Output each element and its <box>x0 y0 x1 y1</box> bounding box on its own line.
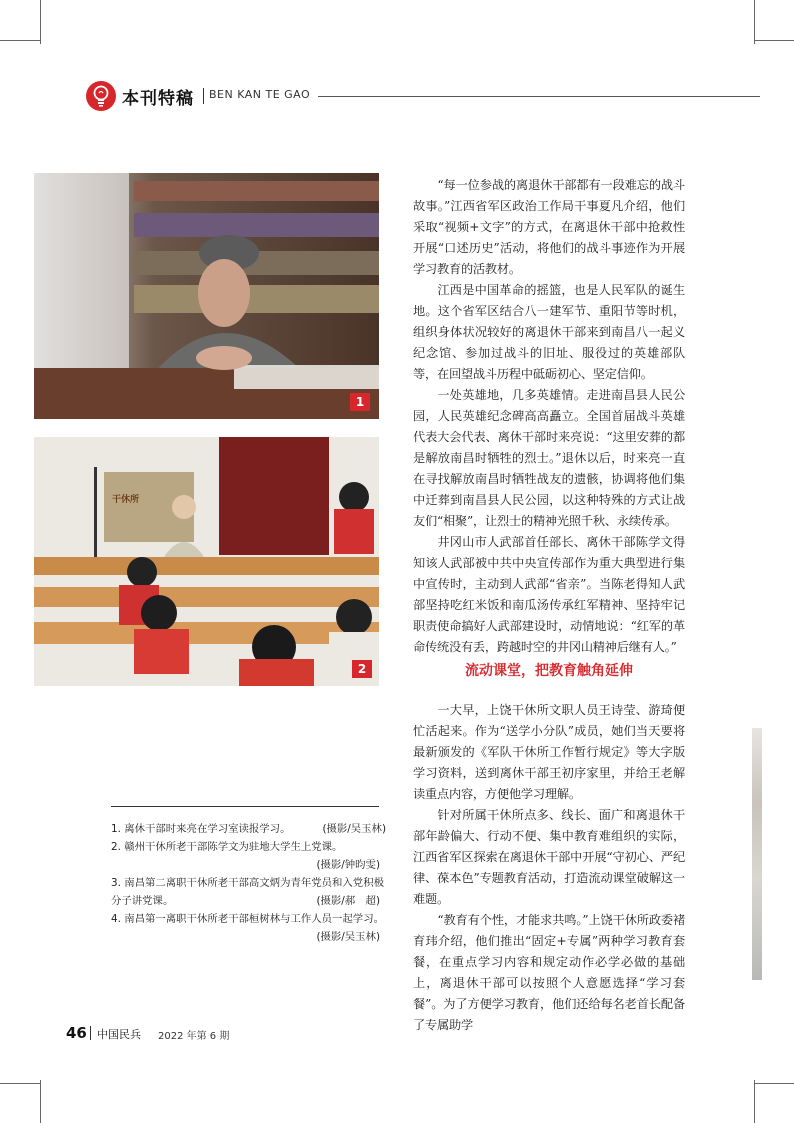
section-subtitle: BEN KAN TE GAO <box>209 88 311 101</box>
photo-2 <box>34 437 379 686</box>
caption-credit: (摄影/吴玉林) <box>316 931 380 943</box>
footer-divider <box>90 1026 91 1040</box>
crop-mark <box>0 1083 40 1084</box>
photo-1-image <box>34 173 379 419</box>
article-paragraph: 井冈山市人武部首任部长、离休干部陈学文得知该人武部被中共中央宣传部作为重大典型进行集中宣传时，主动到人武部“省亲”。当陈老得知人武部坚持吃红米饭和南瓜汤传承红军精神、坚持牢记职责使命搞好人武部建设时，动情地说：“红军的革命传统没有丢，跨越时空的井冈山精神后继有人。” <box>413 535 685 654</box>
article-paragraph: 江西是中国革命的摇篮，也是人民军队的诞生地。这个省军区结合八一建军节、重阳节等时机，组织身体状况较好的离退休干部来到南昌八一起义纪念馆、参加过战斗的旧址、服役过的英雄部队等，在回望战斗历程中砥砺初心、坚定信仰。 <box>413 283 685 381</box>
caption-text: 1. 离休干部时来亮在学习室读报学习。 <box>111 823 291 835</box>
photo-number-badge: 1 <box>350 393 370 411</box>
section-title: 本刊特稿 <box>122 89 194 109</box>
article-column-bottom <box>413 700 685 1036</box>
caption-item <box>111 820 386 838</box>
crop-mark <box>754 40 794 41</box>
crop-mark <box>754 0 755 44</box>
photo-2-sign: 干休所 <box>112 495 140 505</box>
crop-mark <box>754 1083 794 1084</box>
article-paragraph: 一大早，上饶干休所文职人员王诗莹、游琦便忙活起来。作为“送学小分队”成员，她们当天要将最新颁发的《军队干休所工作暂行规定》等大字版学习资料，送到离休干部王初序家里，并给王老解读重点内容，方便他学习理解。 <box>413 703 685 801</box>
issue-label: 2022 年第 6 期 <box>158 1031 230 1042</box>
article-column-top <box>413 175 685 658</box>
caption-credit: (摄影/钟昀雯) <box>316 859 380 871</box>
crop-mark <box>754 1080 755 1123</box>
crop-mark <box>40 0 41 44</box>
caption-item <box>111 910 386 946</box>
lightbulb-icon <box>86 81 116 111</box>
photo-1 <box>34 173 379 419</box>
article-paragraph: “每一位参战的离退休干部都有一段难忘的战斗故事。”江西省军区政治工作局干事夏凡介绍，他们采取“视频+文字”的方式，在离退休干部中抢救性开展“口述历史”活动，将他们的战斗事迹作为开展学习教育的活教材。 <box>413 178 685 276</box>
crop-mark <box>40 1080 41 1123</box>
caption-item <box>111 838 386 874</box>
article-paragraph: 一处英雄地，几多英雄情。走进南昌县人民公园，人民英雄纪念碑高高矗立。全国首届战斗英雄代表大会代表、离休干部时来亮说：“这里安葬的都是解放南昌时牺牲的烈士。”退休以后，时来亮一直在寻找解放南昌时牺牲战友的遗骸，协调将他们集中迁葬到南昌县人民公园，以这种特殊的方式让战友们“相聚”，让烈士的精神光照千秋、永续传承。 <box>413 388 685 528</box>
caption-text: 3. 南昌第二离职干休所老干部高文炳为青年党员和入党积极分子讲党课。 <box>111 877 384 907</box>
caption-text: 4. 南昌第一离职干休所老干部桓树林与工作人员一起学习。 <box>111 913 384 925</box>
article-paragraph: “教育有个性，才能求共鸣。”上饶干休所政委褚育玮介绍，他们推出“固定+专属”两种学习教育套餐，在重点学习内容和规定动作必学必做的基础上，离退休干部可以按照个人意愿选择“学习套餐”。为了方便学习教育，他们还给每名老首长配备了专属助学 <box>413 913 685 1032</box>
photo-number-badge: 2 <box>352 660 372 678</box>
caption-item <box>111 874 386 910</box>
adjacent-photo-edge <box>752 728 762 980</box>
article-subheading: 流动课堂，把教育触角延伸 <box>465 663 633 679</box>
page-number: 46 <box>66 1024 87 1042</box>
magazine-name: 中国民兵 <box>97 1028 141 1041</box>
caption-rule <box>111 806 379 807</box>
caption-credit: (摄影/吴玉林) <box>322 823 386 835</box>
article-paragraph: 针对所属干休所点多、线长、面广和离退休干部年龄偏大、行动不便、集中教育难组织的实际，江西省军区探索在离退休干部中开展“守初心、严纪律、葆本色”专题教育活动，打造流动课堂破解这一难题。 <box>413 808 685 906</box>
header-rule <box>318 96 760 97</box>
header-divider <box>203 88 204 104</box>
crop-mark <box>0 40 40 41</box>
caption-text: 2. 赣州干休所老干部陈学文为驻地大学生上党课。 <box>111 841 343 853</box>
caption-credit: (摄影/郝 超) <box>316 895 380 907</box>
photo-2-image <box>34 437 379 686</box>
